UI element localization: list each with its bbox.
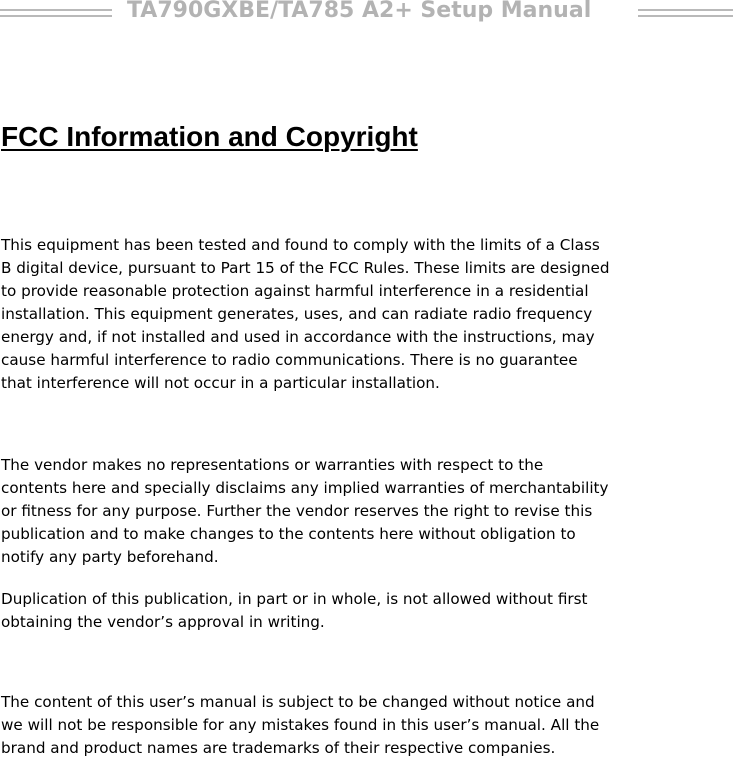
paragraph-line: B digital device, pursuant to Part 15 of the FCC Rules. These limits are designed	[1, 259, 610, 277]
paragraph-line: The content of this user’s manual is subject to be changed without notice and	[1, 693, 595, 711]
page-title: FCC Information and Copyright	[1, 121, 418, 152]
paragraph-line: publication and to make changes to the contents here without obligation to	[1, 525, 576, 543]
paragraph-line: that interference will not occur in a particular installation.	[1, 374, 440, 392]
paragraph-line: notify any party beforehand.	[1, 548, 219, 566]
paragraph-line: obtaining the vendor’s approval in writing.	[1, 613, 325, 631]
warranty-disclaimer-paragraph	[1, 454, 738, 569]
paragraph-line: installation. This equipment generates, uses, and can radiate radio frequency	[1, 305, 593, 323]
duplication-notice-paragraph	[1, 588, 738, 634]
paragraph-line: contents here and specially disclaims any implied warranties of merchantability	[1, 479, 609, 497]
paragraph-line: This equipment has been tested and found to comply with the limits of a Class	[1, 236, 600, 254]
paragraph-line: cause harmful interference to radio communications. There is no guarantee	[1, 351, 578, 369]
manual-title: TA790GXBE/TA785 A2+ Setup Manual	[127, 0, 592, 23]
header-rule-left	[0, 9, 112, 17]
paragraph-line: to provide reasonable protection against harmful interference in a residential	[1, 282, 589, 300]
paragraph-line: we will not be responsible for any mistakes found in this user’s manual. All the	[1, 716, 600, 734]
paragraph-line: energy and, if not installed and used in accordance with the instructions, may	[1, 328, 595, 346]
fcc-compliance-paragraph	[1, 234, 738, 395]
page-header	[0, 0, 738, 28]
paragraph-line: The vendor makes no representations or warranties with respect to the	[1, 456, 544, 474]
trademark-notice-paragraph	[1, 691, 738, 760]
paragraph-line: Duplication of this publication, in part or in whole, is not allowed without first	[1, 590, 588, 608]
header-rule-right	[638, 9, 733, 17]
paragraph-line: brand and product names are trademarks of their respective companies.	[1, 739, 556, 757]
paragraph-line: or fitness for any purpose. Further the vendor reserves the right to revise this	[1, 502, 593, 520]
